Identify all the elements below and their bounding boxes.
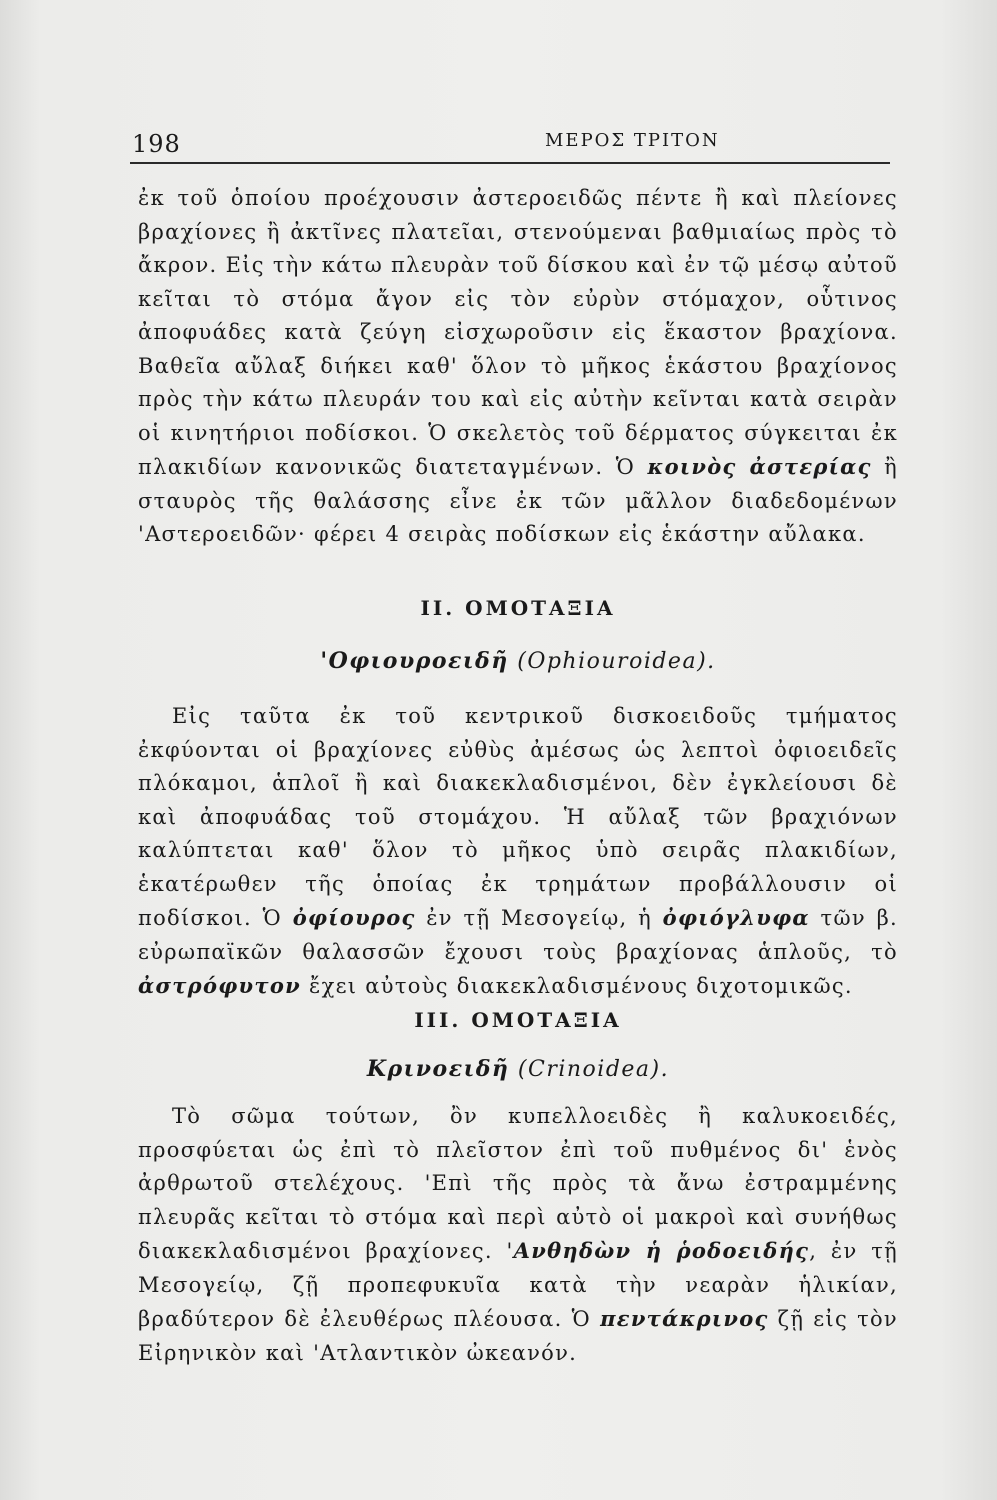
- emphasized-term: Ανθηδὼν ἡ ῥοδοειδής: [513, 1238, 810, 1263]
- section-subtitle-2: [138, 648, 898, 674]
- emphasized-term: ὀφίουρος: [292, 905, 416, 930]
- paragraph-text: τῶν β. εὐρωπαϊκῶν θαλασσῶν ἔχουσι τοὺς βραχίονας ἁπλοῦς, τὸ: [138, 906, 898, 964]
- paragraph: [138, 182, 898, 552]
- section-3-paragraph: [138, 1100, 898, 1370]
- subtitle-latin: (Crinoidea).: [517, 1057, 670, 1082]
- section-2-paragraph: [138, 700, 898, 1004]
- subtitle-latin: (Ophiouroidea).: [517, 649, 716, 674]
- section-heading-2: II. ΟΜΟΤΑΞΙΑ: [420, 596, 616, 620]
- section-heading-3: III. ΟΜΟΤΑΞΙΑ: [414, 1008, 622, 1032]
- subtitle-greek: Κρινοειδῆ: [366, 1056, 510, 1082]
- emphasized-term: πεντάκρινος: [600, 1306, 769, 1331]
- page-number: 198: [132, 130, 181, 158]
- emphasized-term: ἀστρόφυτον: [138, 973, 302, 998]
- subtitle-greek: 'Οφιουροειδῆ: [320, 648, 509, 674]
- paragraph: [138, 1100, 898, 1370]
- paragraph-text: ἢ σταυρὸς τῆς θαλάσσης εἶνε ἐκ τῶν μᾶλλον διαδεδομένων 'Αστεροειδῶν· φέρει 4 σειρὰς ποδίσκων εἰς ἑκάστην αὔλακα.: [138, 455, 899, 546]
- paragraph-text: Εἰς ταῦτα ἐκ τοῦ κεντρικοῦ δισκοειδοῦς τμήματος ἐκφύονται οἱ βραχίονες εὐθὺς ἀμέσως ὡς λεπτοὶ ὀφιοειδεῖς πλόκαμοι, ἁπλοῖ ἢ καὶ διακεκλαδισμένοι, δὲν ἐγκλείουσι δὲ καὶ ἀποφυάδας τοῦ στομάχου. Ἡ αὔλαξ τῶν βραχιόνων καλύπτεται καθ' ὅλον τὸ μῆκος ὑπὸ σειρᾶς πλακιδίων, ἑκατέρωθεν τῆς ὁποίας ἐκ τρημάτων προβάλλουσιν οἱ ποδίσκοι. Ὁ: [138, 704, 898, 930]
- page-header: [130, 126, 890, 164]
- section-subtitle-3: [138, 1056, 898, 1082]
- paragraph: [138, 700, 898, 1004]
- running-head: ΜΕΡΟΣ ΤΡΙΤΟΝ: [545, 130, 720, 151]
- paragraph-text: , ἐν τῇ Μεσογείῳ, ζῇ προπεφυκυῖα κατὰ τὴν νεαρὰν ἡλικίαν, βραδύτερον δὲ ἐλευθέρως πλέουσα. Ὁ: [138, 1239, 898, 1331]
- continuation-paragraph: [138, 182, 898, 552]
- emphasized-term: κοινὸς ἀστερίας: [647, 454, 872, 479]
- paragraph-text: ἔχει αὐτοὺς διακεκλαδισμένους διχοτομικῶς.: [301, 974, 853, 998]
- paragraph-text: ζῇ εἰς τὸν Εἰρηνικὸν καὶ 'Ατλαντικὸν ὠκεανόν.: [138, 1307, 898, 1365]
- emphasized-term: ὀφιόγλυφα: [662, 905, 810, 930]
- paragraph-text: Τὸ σῶμα τούτων, ὂν κυπελλοειδὲς ἢ καλυκοειδές, προσφύεται ὡς ἐπὶ τὸ πλεῖστον ἐπὶ τοῦ πυθμένος δι' ἑνὸς ἀρθρωτοῦ στελέχους. 'Επὶ τῆς πρὸς τὰ ἄνω ἐστραμμένης πλευρᾶς κεῖται τὸ στόμα καὶ περὶ αὐτὸ οἱ μακροὶ καὶ συνήθως διακεκλαδισμένοι βραχίονες. ': [138, 1104, 898, 1263]
- paragraph-text: ἐν τῇ Μεσογείῳ, ἡ: [415, 906, 663, 930]
- paragraph-text: ἐκ τοῦ ὁποίου προέχουσιν ἀστεροειδῶς πέντε ἢ καὶ πλείονες βραχίονες ἢ ἀκτῖνες πλατεῖαι, στενούμεναι βαθμιαίως πρὸς τὸ ἄκρον. Εἰς τὴν κάτω πλευρὰν τοῦ δίσκου καὶ ἐν τῷ μέσῳ αὐτοῦ κεῖται τὸ στόμα ἄγον εἰς τὸν εὐρὺν στόμαχον, οὗτινος ἀποφυάδες κατὰ ζεύγη εἰσχωροῦσιν εἰς ἕκαστον βραχίονα. Βαθεῖα αὔλαξ διήκει καθ' ὅλον τὸ μῆκος ἑκάστου βραχίονος πρὸς τὴν κάτω πλευράν του καὶ εἰς αὐτὴν κεῖνται κατὰ σειρὰν οἱ κινητήριοι ποδίσκοι. Ὁ σκελετὸς τοῦ δέρματος σύγκειται ἐκ πλακιδίων κανονικῶς διατεταγμένων. Ὁ: [138, 186, 898, 479]
